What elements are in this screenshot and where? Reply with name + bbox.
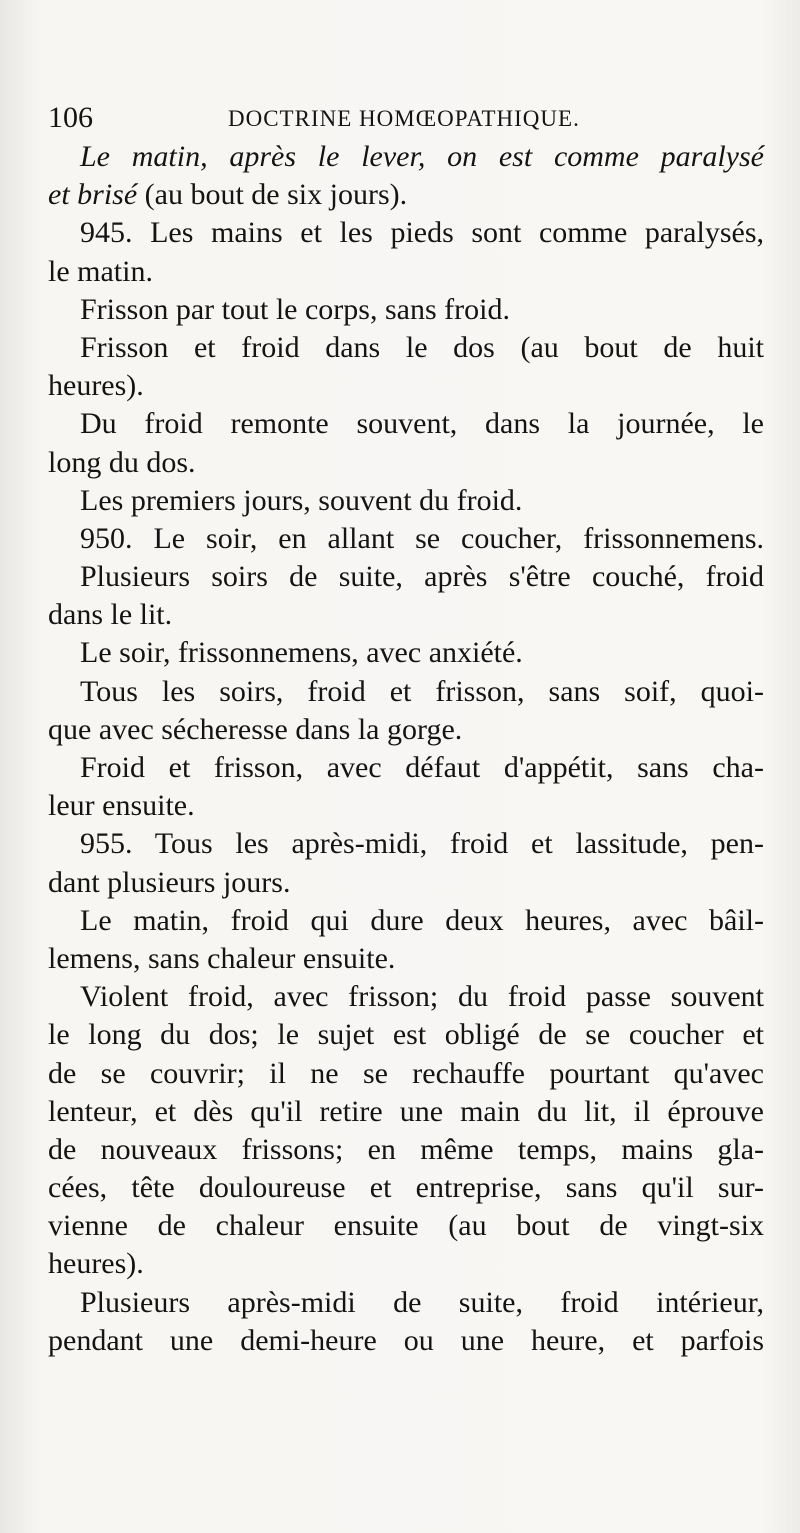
text-line [48, 216, 764, 254]
text-line [48, 1286, 764, 1324]
text-line [48, 1095, 764, 1133]
text-line [48, 980, 764, 1018]
text-span: le matin. [48, 254, 153, 288]
text-line [48, 942, 764, 980]
text-span: (au bout de six jours). [137, 178, 408, 212]
text-span: heures). [48, 369, 144, 403]
text-line [48, 446, 764, 484]
text-span: lenteur, et dès qu'il retire une main du lit, il éprouve [48, 1094, 764, 1128]
text-line [48, 369, 764, 407]
text-line [48, 1247, 764, 1285]
text-span: 950. Le soir, en allant se coucher, frissonnemens. [80, 521, 764, 555]
text-span: Le matin, froid qui dure deux heures, avec bâil- [80, 903, 764, 937]
text-span: leur ensuite. [48, 789, 195, 823]
text-span: Violent froid, avec frisson; du froid passe souvent [80, 980, 764, 1014]
text-span: Le soir, frissonnemens, avec anxiété. [80, 636, 523, 670]
text-line [48, 1171, 764, 1209]
text-line [48, 904, 764, 942]
text-line [48, 751, 764, 789]
text-line [48, 713, 764, 751]
text-span: cées, tête douloureuse et entreprise, sans qu'il sur- [48, 1171, 764, 1205]
page-number: 106 [48, 101, 93, 134]
text-line [48, 1133, 764, 1171]
text-line [48, 1018, 764, 1056]
text-line [48, 140, 764, 178]
text-span: 955. Tous les après-midi, froid et lassitude, pen- [80, 827, 764, 861]
text-line [48, 407, 764, 445]
body-text [48, 140, 764, 1362]
italic-text: Le matin, après le lever, on est comme paralysé [80, 140, 764, 173]
running-title: DOCTRINE HOMŒOPATHIQUE. [228, 106, 580, 131]
text-span: Plusieurs après-midi de suite, froid intérieur, [80, 1285, 764, 1319]
text-span: de nouveaux frissons; en même temps, mains gla- [48, 1132, 764, 1166]
text-line [48, 598, 764, 636]
text-span: Frisson par tout le corps, sans froid. [80, 292, 510, 326]
text-span: dant plusieurs jours. [48, 865, 291, 899]
text-span: de se couvrir; il ne se rechauffe pourtant qu'avec [48, 1056, 764, 1090]
text-line [48, 331, 764, 369]
text-span: lemens, sans chaleur ensuite. [48, 941, 396, 975]
text-span: que avec sécheresse dans la gorge. [48, 712, 463, 746]
text-line [48, 255, 764, 293]
text-line [48, 636, 764, 674]
page-header [48, 100, 760, 140]
text-span: le long du dos; le sujet est obligé de se coucher et [48, 1018, 764, 1052]
text-span: 945. Les mains et les pieds sont comme paralysés, [80, 216, 764, 250]
text-line [48, 522, 764, 560]
text-line [48, 675, 764, 713]
italic-text: et brisé [48, 178, 138, 212]
text-span: vienne de chaleur ensuite (au bout de vingt-six [48, 1209, 764, 1243]
text-span: long du dos. [48, 445, 196, 479]
text-line [48, 789, 764, 827]
text-line [48, 1057, 764, 1095]
text-span: Plusieurs soirs de suite, après s'être couché, froid [80, 560, 764, 594]
text-span: Du froid remonte souvent, dans la journée, le [80, 407, 764, 441]
text-span: pendant une demi-heure ou une heure, et parfois [48, 1323, 764, 1357]
text-span: Les premiers jours, souvent du froid. [80, 483, 523, 517]
text-line [48, 1324, 764, 1362]
text-span: dans le lit. [48, 598, 173, 632]
text-line [48, 1209, 764, 1247]
text-line [48, 866, 764, 904]
text-span: Froid et frisson, avec défaut d'appétit, sans cha- [80, 751, 764, 784]
text-span: heures). [48, 1247, 144, 1281]
text-line [48, 827, 764, 865]
text-span: Tous les soirs, froid et frisson, sans soif, quoi- [80, 674, 764, 708]
text-line [48, 560, 764, 598]
text-line [48, 178, 764, 216]
text-line [48, 484, 764, 522]
text-span: Frisson et froid dans le dos (au bout de huit [80, 330, 764, 364]
text-line [48, 293, 764, 331]
